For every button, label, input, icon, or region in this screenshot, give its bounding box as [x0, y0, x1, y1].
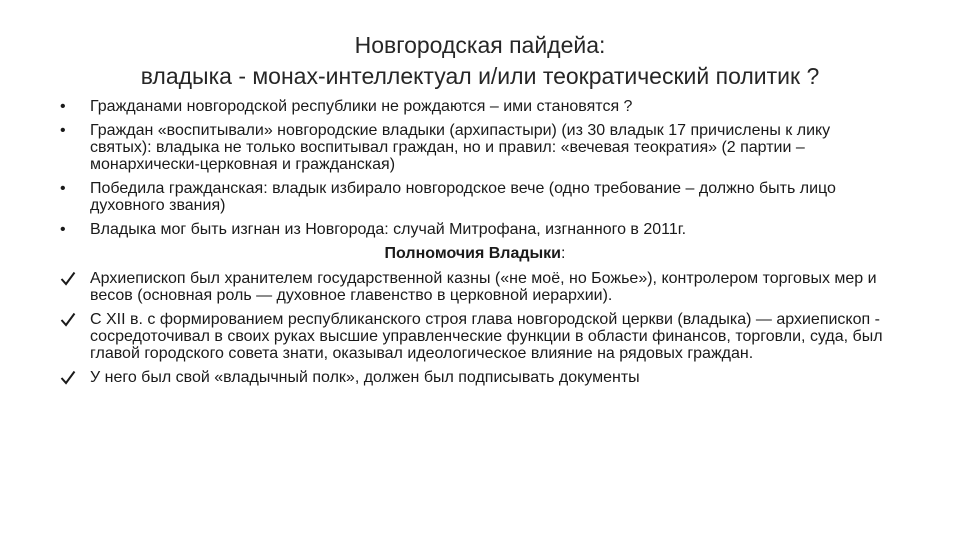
- checkmark-icon: [60, 370, 86, 385]
- bullet-icon: •: [60, 98, 66, 115]
- check-text: Архиепископ был хранителем государственной казны («не моё, но Божье»), контролером торговых мер и весов (основная роль — духовное главенство в церковной иерархии).: [90, 270, 877, 304]
- title-line-1: Новгородская пайдейа:: [354, 32, 606, 58]
- powers-heading-text: Полномочия Владыки: [384, 245, 561, 262]
- bullet-text: Победила гражданская: владык избирало новгородское вече (одно требование – должно быть лицо духовного звания): [90, 180, 836, 214]
- check-item: [60, 369, 890, 386]
- check-item: [60, 270, 890, 304]
- checkmark-icon: [60, 271, 86, 286]
- powers-heading: [60, 245, 890, 262]
- bullet-text: Граждан «воспитывали» новгородские владыки (архипастыри) (из 30 владык 17 причислены к лику святых): владыка не только воспитывал граждан, но и правил: «вечевая теократия» (2 партии – монархически-церковная и гражданская): [90, 122, 831, 173]
- title-line-2: владыка - монах-интеллектуал и/или теократический политик ?: [140, 63, 820, 89]
- bullet-item: [60, 98, 890, 115]
- bullet-icon: •: [60, 122, 66, 139]
- slide-content: [60, 98, 890, 393]
- slide-title: [60, 30, 900, 92]
- bullet-text: Владыка мог быть изгнан из Новгорода: случай Митрофана, изгнанного в 2011г.: [90, 221, 687, 238]
- check-item: [60, 311, 890, 362]
- bullet-icon: •: [60, 221, 66, 238]
- check-text: С XII в. с формированием республиканского строя глава новгородской церкви (владыка) — архиепископ - сосредоточивал в своих руках высшие управленческие функции в области финансов, торговли, суда, был главой городского совета знати, оказывал идеологическое влияние на рядовых граждан.: [90, 311, 883, 362]
- check-text: У него был свой «владычный полк», должен был подписывать документы: [90, 369, 640, 386]
- bullet-icon: •: [60, 180, 66, 197]
- powers-heading-colon: :: [561, 245, 566, 262]
- bullet-item: [60, 122, 890, 173]
- bullet-item: [60, 180, 890, 214]
- bullet-text: Гражданами новгородской республики не рождаются – ими становятся ?: [90, 98, 633, 115]
- bullet-item: [60, 221, 890, 238]
- checkmark-icon: [60, 312, 86, 327]
